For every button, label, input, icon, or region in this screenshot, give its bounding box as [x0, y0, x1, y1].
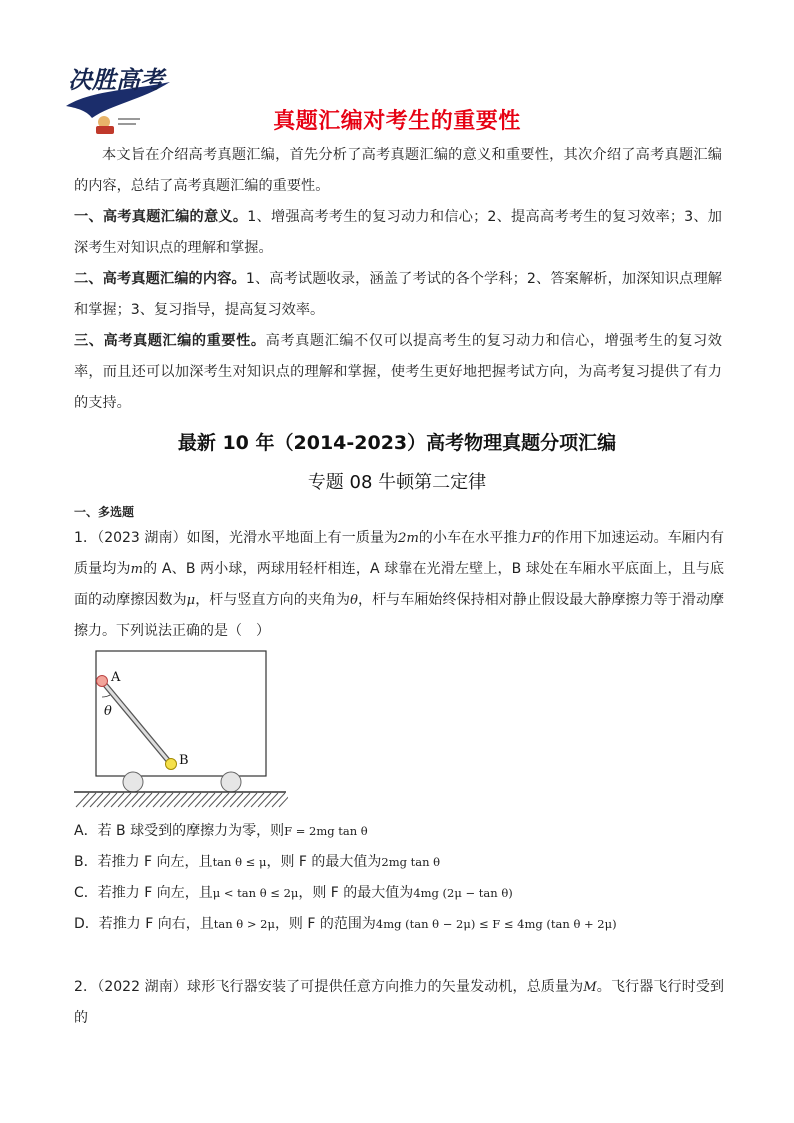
q1-text-6: ，杆与车厢始终保持相对静止假设最大静摩擦力等于滑动摩擦力。下列说法正确的是（ ）: [74, 592, 725, 639]
q1-text-1: 1．（2023 湖南）如图，光滑水平地面上有一质量为: [74, 530, 399, 546]
hatch-line: [251, 793, 264, 807]
q1-text-4: 的 A、B 两小球，两球用轻杆相连，A 球靠在光滑左壁上，B 球处在车厢水平底面上，且与底面的动摩擦因数为: [74, 561, 724, 608]
meaning-heading: 一、高考真题汇编的意义。: [74, 209, 248, 225]
hatch-line: [244, 793, 257, 807]
hatch-line: [237, 793, 250, 807]
option-c-condition: μ < tan θ ≤ 2μ: [212, 886, 299, 900]
ball-b: [166, 759, 177, 770]
q2-text-2: 。飞行器飞行时受到的: [74, 979, 725, 1026]
q1-force: F: [531, 531, 541, 546]
q1-mass: 2m: [398, 531, 419, 546]
option-b-formula: 2mg tan θ: [381, 855, 441, 869]
label-a: A: [111, 670, 121, 685]
angle-arc: [102, 695, 110, 697]
section-heading: 一、多选题: [74, 505, 135, 519]
q1-mu: μ: [186, 593, 196, 608]
hatch-line: [111, 793, 124, 807]
hatch-line: [153, 793, 166, 807]
option-d[interactable]: [74, 913, 617, 933]
option-c-formula: 4mg (2μ − tan θ): [413, 886, 513, 900]
option-d-text: D．若推力 F 向右，且: [74, 916, 214, 932]
hatch-line: [265, 793, 278, 807]
ground-hatching: [76, 793, 288, 807]
content-text: 1、高考试题收录，涵盖了考试的各个学科；2、答案解析，加深知识点理解和掌握；3、复习指导，提高复习效率。: [74, 271, 722, 318]
compilation-title: 最新 10 年（2014-2023）高考物理真题分项汇编: [177, 432, 617, 454]
option-c[interactable]: [74, 882, 513, 902]
hatch-line: [174, 793, 187, 807]
intro-paragraph: 本文旨在介绍高考真题汇编，首先分析了高考真题汇编的意义和重要性，其次介绍了高考真题汇编的内容，总结了高考真题汇编的重要性。: [74, 147, 722, 194]
option-b-condition: tan θ ≤ μ: [212, 855, 267, 869]
wheel-left: [123, 772, 143, 792]
option-d-formula: 4mg (tan θ − 2μ) ≤ F ≤ 4mg (tan θ + 2μ): [375, 917, 617, 931]
label-theta: θ: [104, 704, 112, 719]
logo-text: 决胜高考: [68, 65, 164, 94]
option-d-condition: tan θ > 2μ: [213, 917, 275, 931]
hatch-line: [223, 793, 236, 807]
hatch-line: [132, 793, 145, 807]
cart-figure: [72, 645, 288, 813]
hatch-line: [146, 793, 159, 807]
hatch-line: [272, 793, 285, 807]
hatch-line: [76, 793, 89, 807]
hatch-line: [125, 793, 138, 807]
q2-text-1: 2．（2022 湖南）球形飞行器安装了可提供任意方向推力的矢量发动机，总质量为: [74, 979, 584, 995]
hatch-line: [181, 793, 194, 807]
question-2-stem: [74, 972, 724, 1034]
q1-m: m: [130, 562, 143, 577]
hatch-line: [216, 793, 229, 807]
importance-heading: 三、高考真题汇编的重要性。: [74, 333, 266, 349]
ball-a: [97, 676, 108, 687]
hatch-line: [258, 793, 271, 807]
q2-mass: M: [583, 980, 597, 995]
question-1-stem: [74, 523, 724, 647]
topic-subtitle: 专题 08 牛顿第二定律: [307, 472, 487, 493]
option-a-formula: F = 2mg tan θ: [284, 824, 368, 838]
wheel-right: [221, 772, 241, 792]
option-c-mid: ，则 F 的最大值为: [298, 885, 414, 901]
meaning-paragraph: [74, 202, 722, 264]
q1-text-5: ，杆与竖直方向的夹角为: [195, 592, 351, 608]
content-paragraph: [74, 264, 722, 326]
q1-theta: θ: [350, 593, 358, 608]
option-c-text: C．若推力 F 向左，且: [74, 885, 213, 901]
importance-text: 高考真题汇编不仅可以提高考生的复习动力和信心，增强考生的复习效率，而且还可以加深考生对知识点的理解和掌握，使考生更好地把握考试方向，为高考复习提供了有力的支持。: [74, 333, 722, 411]
hatch-line: [167, 793, 180, 807]
option-d-mid: ，则 F 的范围为: [274, 916, 376, 932]
label-b: B: [179, 753, 189, 768]
option-a[interactable]: [74, 820, 368, 840]
q1-text-2: 的小车在水平推力: [418, 530, 532, 546]
hatch-line: [230, 793, 243, 807]
hatch-line: [83, 793, 96, 807]
hatch-line: [97, 793, 110, 807]
q1-text-3: 的作用下加速运动。车厢内有质量均为: [74, 530, 725, 577]
hatch-line: [118, 793, 131, 807]
content-heading: 二、高考真题汇编的内容。: [74, 271, 246, 287]
hatch-line: [104, 793, 117, 807]
hatch-line: [202, 793, 215, 807]
importance-paragraph: [74, 326, 722, 419]
option-b-mid: ，则 F 的最大值为: [266, 854, 382, 870]
hatch-line: [90, 793, 103, 807]
option-b[interactable]: [74, 851, 440, 871]
meaning-text: 1、增强高考考生的复习动力和信心；2、提高高考考生的复习效率；3、加深考生对知识点的理解和掌握。: [74, 209, 722, 256]
option-b-text: B．若推力 F 向左，且: [74, 854, 213, 870]
page-title: 真题汇编对考生的重要性: [273, 109, 521, 134]
hatch-line: [188, 793, 201, 807]
hatch-line: [139, 793, 152, 807]
option-a-text: A．若 B 球受到的摩擦力为零，则: [74, 823, 285, 839]
hatch-line: [195, 793, 208, 807]
hatch-line: [160, 793, 173, 807]
hatch-line: [209, 793, 222, 807]
